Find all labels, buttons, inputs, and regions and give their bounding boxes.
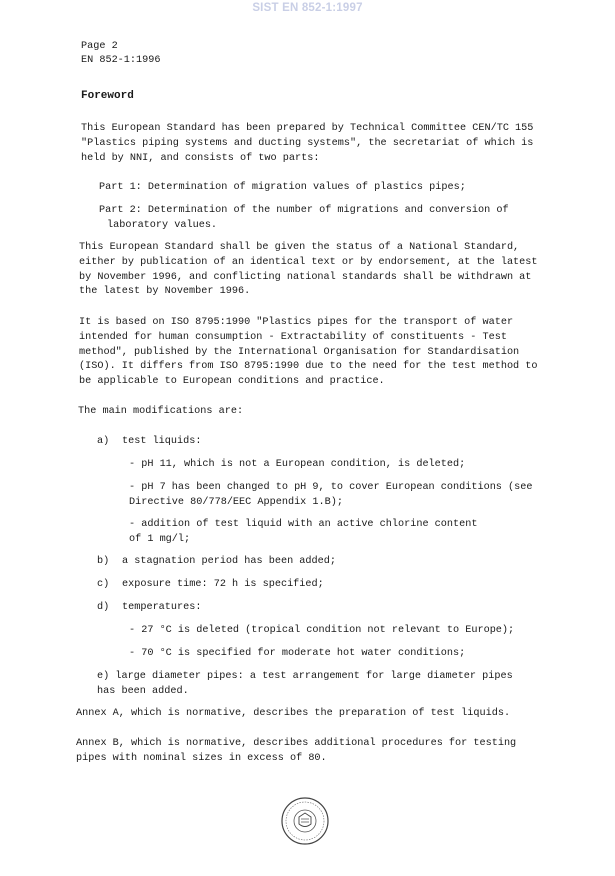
item-c-text: exposure time: 72 h is specified; (122, 579, 324, 590)
basis-paragraph: It is based on ISO 8795:1990 "Plastics pipes for the transport of water intended for human consumption - Extractability of constituents - Test method", published by the International Organisation for Standardisation (ISO). It differs from ISO 8795:1990 due to the need for the test method to be applicable to European conditions and practice. (79, 317, 538, 388)
item-b-marker: b) (97, 556, 110, 567)
annex-b-paragraph: Annex B, which is normative, describes additional procedures for testing pipes with nominal sizes in excess of 80. (76, 738, 517, 764)
item-b-text: a stagnation period has been added; (122, 556, 336, 567)
item-d-sub-2: - 70 °C is specified for moderate hot water conditions; (129, 648, 466, 659)
item-d-text: temperatures: (122, 602, 202, 613)
modifications-intro: The main modifications are: (78, 406, 244, 417)
part-2-paragraph: Part 2: Determination of the number of migrations and conversion of laboratory values. (99, 205, 509, 231)
item-e: e) large diameter pipes: a test arrangement for large diameter pipes has been added. (97, 671, 513, 697)
intro-paragraph: This European Standard has been prepared by Technical Committee CEN/TC 155 "Plastics piping systems and ducting systems", the secretariat of which is held by NNI, and consists of two parts: (81, 123, 534, 164)
item-a-marker: a) (97, 436, 110, 447)
official-stamp (280, 796, 330, 846)
item-a-sub-2: - pH 7 has been changed to pH 9, to cover European conditions (see Directive 80/778/EEC Appendix 1.B); (129, 482, 533, 508)
item-a-text: test liquids: (122, 436, 202, 447)
annex-a-line: Annex A, which is normative, describes the preparation of test liquids. (76, 708, 511, 719)
watermark: SIST EN 852-1:1997 (252, 2, 363, 14)
item-d-sub-1: - 27 °C is deleted (tropical condition not relevant to Europe); (129, 625, 515, 636)
part-1-line: Part 1: Determination of migration values of plastics pipes; (99, 182, 466, 193)
item-a-sub-3: - addition of test liquid with an active chlorine content of 1 mg/l; (129, 519, 478, 545)
item-d-marker: d) (97, 602, 110, 613)
item-c-marker: c) (97, 579, 110, 590)
document-id: EN 852-1:1996 (81, 55, 161, 66)
section-heading: Foreword (81, 90, 134, 102)
status-paragraph: This European Standard shall be given the status of a National Standard, either by publication of an identical text or by endorsement, at the latest by November 1996, and conflicting national standards shall be withdrawn at the latest by November 1996. (79, 242, 538, 298)
item-a-sub-1: - pH 11, which is not a European condition, is deleted; (129, 459, 466, 470)
page-number: Page 2 (81, 41, 118, 52)
